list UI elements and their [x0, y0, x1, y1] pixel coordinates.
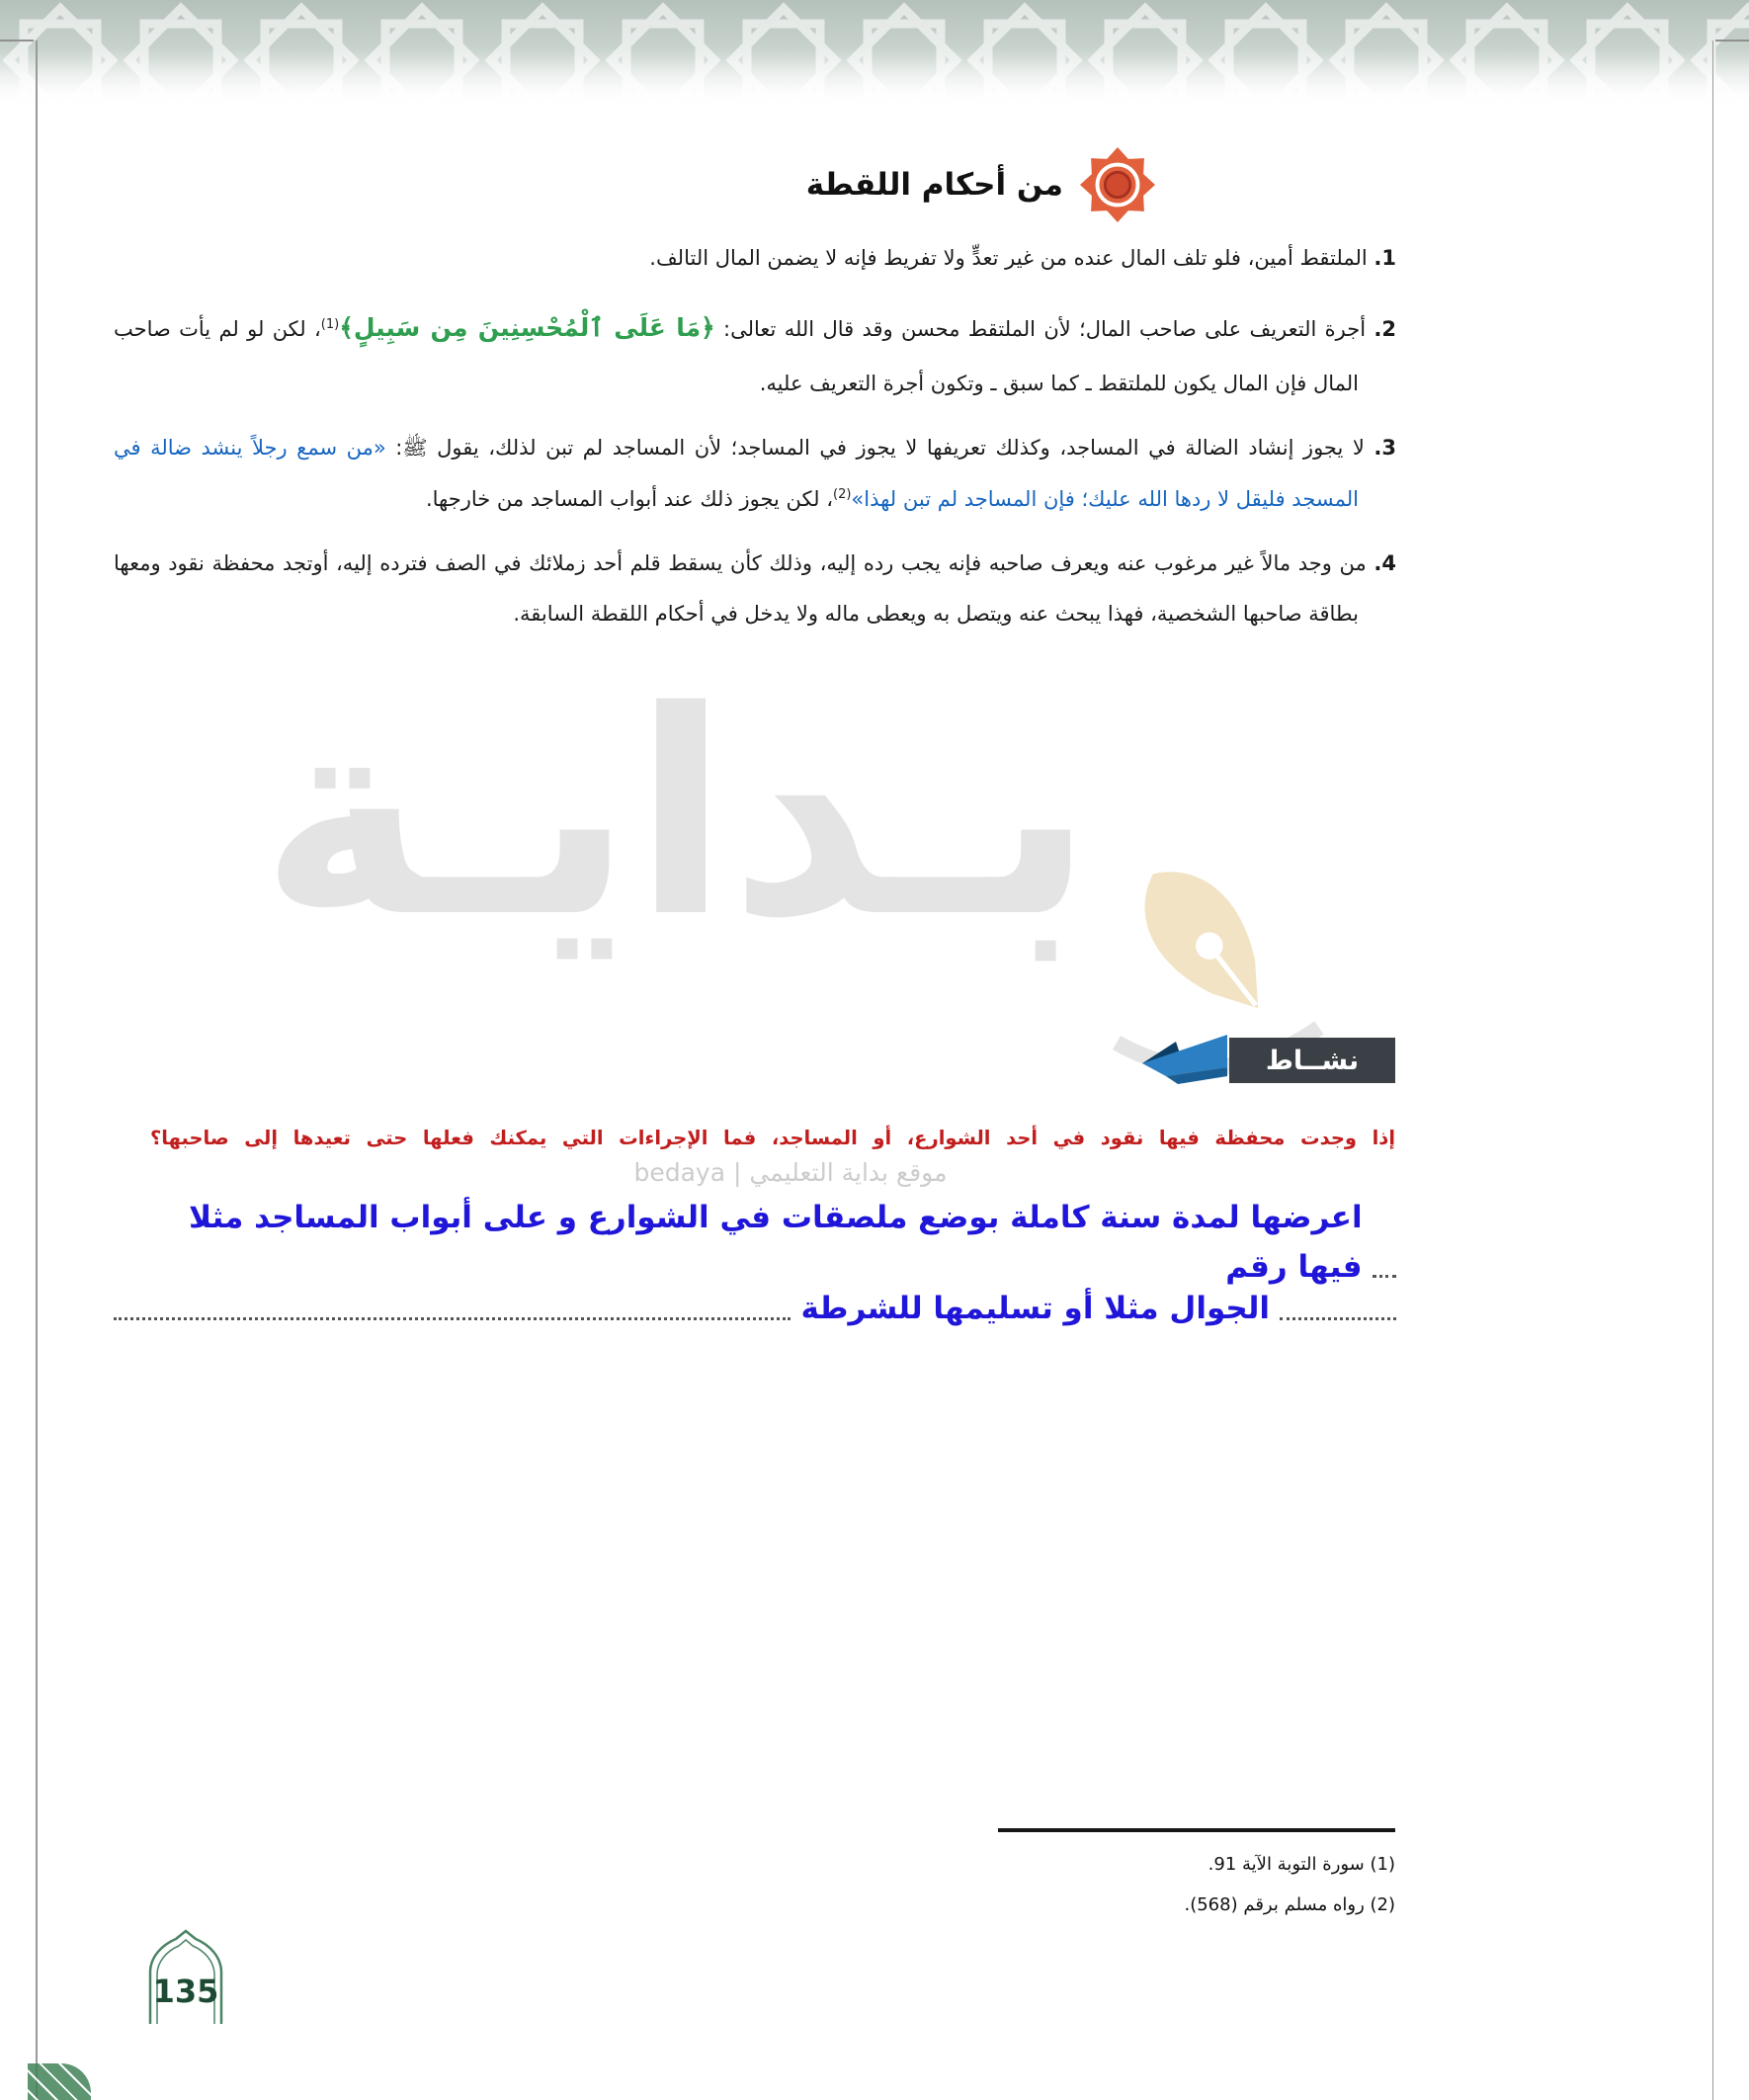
ornament-rosette-icon: [1079, 146, 1156, 223]
ruling-number: 2.: [1374, 317, 1396, 342]
page-edge-line-right: [1712, 41, 1714, 2100]
activity-answer-line-2[interactable]: [114, 1285, 1396, 1334]
footnote-2: (2) رواه مسلم برقم (568).: [1184, 1894, 1395, 1916]
dotted-line: [114, 1317, 791, 1320]
activity-question: إذا وجدت محفظة فيها نقود في أحد الشوارع، أو المساجد، فما الإجراءات التي يمكنك فعلها حتى تعيدها إلى صاحبها؟: [150, 1127, 1395, 1149]
rulings-list: [114, 233, 1396, 654]
page-title: من أحكام اللقطة: [805, 167, 1063, 203]
footnote-ref-2: (2): [832, 486, 852, 502]
ruling-text: ، لكن لو لم يأت صاحب المال فإن المال يكون للملتقط ـ كما سبق ـ وتكون أجرة التعريف عليه.: [114, 317, 1359, 395]
watermark-logo-text: بـدايـة: [259, 651, 1094, 979]
ruling-text: ، لكن يجوز ذلك عند أبواب المساجد من خارجها.: [425, 486, 833, 511]
watermark-caption: موقع بداية التعليمي | bedaya: [633, 1158, 948, 1187]
ruling-number: 1.: [1374, 246, 1396, 270]
page-number: 135: [152, 1973, 219, 2010]
dotted-line: [1280, 1317, 1396, 1320]
corner-ornament: [28, 2063, 91, 2100]
ruling-item-4: [114, 539, 1396, 640]
ruling-text: لا يجوز إنشاد الضالة في المساجد، وكذلك تعريفها لا يجوز في المساجد؛ لأن المساجد لم تبن لذلك، يقول ﷺ:: [385, 436, 1365, 461]
footnote-1: (1) سورة التوبة الآية 91.: [1208, 1854, 1395, 1875]
activity-answer-line-1[interactable]: [114, 1194, 1396, 1292]
activity-header: نشــاط: [1229, 1038, 1395, 1083]
page-edge-line-left: [36, 41, 38, 2100]
corner-tick-right: [1715, 40, 1749, 42]
corner-tick-left: [0, 40, 34, 42]
page-number-badge: [136, 1927, 235, 2026]
ruling-text: من وجد مالاً غير مرغوب عنه ويعرف صاحبه فإنه يجب رده إليه، وذلك كأن يسقط قلم أحد زملائك في الصف فترده إليه، أوتجد محفظة نقود ومعها بطاقة صاحبها الشخصية، فهذا يبحث عنه ويتصل به ويعطى ماله ولا يدخل في أحكام اللقطة السابقة.: [114, 551, 1367, 627]
footnote-ref-1: (1): [320, 317, 340, 333]
section-heading: [806, 146, 1156, 223]
ruling-item-3: [114, 423, 1396, 525]
ruling-text: أجرة التعريف على صاحب المال؛ لأن الملتقط محسن وقد قال الله تعالى:: [714, 317, 1367, 342]
activity-ribbon-icon: [1136, 1032, 1231, 1091]
quran-verse: ﴿مَا عَلَى ٱلْمُحْسِنِينَ مِن سَبِيلٍ﴾: [339, 313, 715, 343]
ruling-text: الملتقط أمين، فلو تلف المال عنده من غير تعدٍّ ولا تفريط فإنه لا يضمن المال التالف.: [649, 246, 1368, 270]
ruling-item-1: [114, 233, 1396, 284]
footnote-divider: [998, 1828, 1395, 1832]
hadith-quote: «من سمع رجلاً ينشد ضالة في المسجد فليقل لا ردها الله عليك؛ فإن المساجد لم تبن لهذا»: [114, 436, 1359, 511]
ruling-item-2: [114, 297, 1396, 409]
ruling-number: 3.: [1374, 436, 1396, 461]
footnotes: [1184, 1844, 1395, 1926]
handwritten-answer-text: اعرضها لمدة سنة كاملة بوضع ملصقات في الشوارع و على أبواب المساجد مثلا فيها رقم: [188, 1200, 1363, 1285]
handwritten-answer-text: الجوال مثلا أو تسليمها للشرطة: [800, 1291, 1270, 1326]
ruling-number: 4.: [1374, 551, 1396, 575]
header-pattern-band: [0, 0, 1749, 107]
dotted-line: [1373, 1275, 1396, 1278]
